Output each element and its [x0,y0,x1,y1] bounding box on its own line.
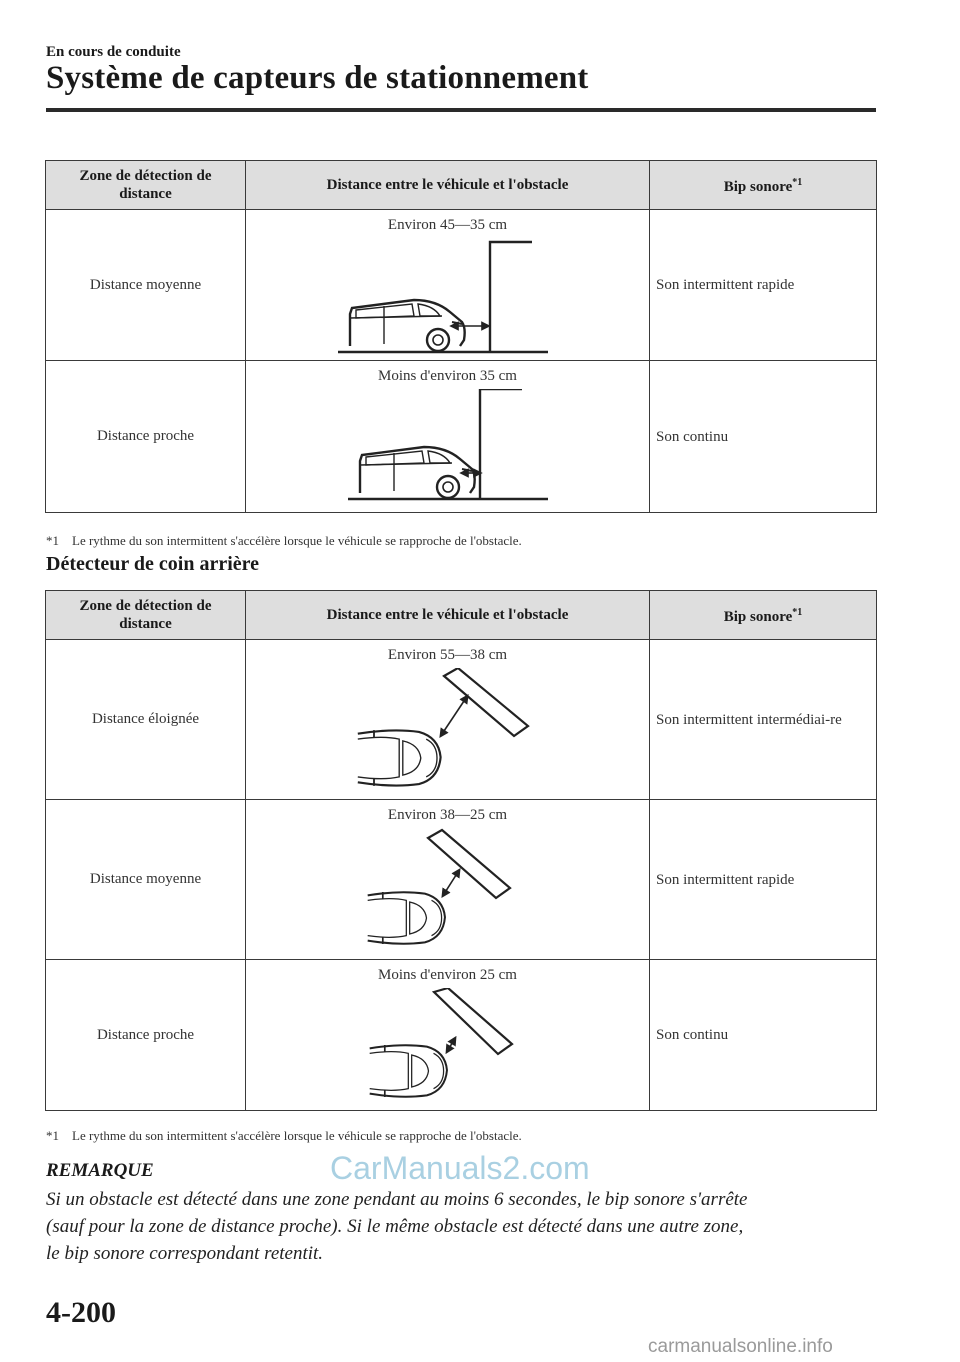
remark-text [46,1186,886,1267]
remark-line: (sauf pour la zone de distance proche). Si le même obstacle est détecté dans une autre zone, [46,1216,744,1237]
footnote-number: *1 [46,1128,59,1143]
footnote-marker: *1 [792,607,803,618]
page-number: 4-200 [46,1296,116,1329]
page-title: Système de capteurs de stationnement [46,60,589,96]
watermark: CarManuals2.com [330,1150,590,1186]
footnote-text: Le rythme du son intermittent s'accélère lorsque le véhicule se rapproche de l'obstacle. [72,533,522,548]
zone-cell: Distance proche [46,361,246,513]
remark-line: Si un obstacle est détecté dans une zone pendant au moins 6 secondes, le bip sonore s'arrête [46,1189,748,1210]
distance-label: Moins d'environ 25 cm [378,967,517,983]
header-beep-label: Bip sonore [723,179,793,195]
beep-cell: Son continu [650,361,877,513]
table-row [46,960,877,1111]
footnote-number: *1 [46,533,59,548]
distance-label: Environ 55—38 cm [387,647,508,663]
car-rear-side-diagram [328,389,568,509]
zone-cell: Distance éloignée [46,640,246,800]
rear-corner-sensor-table [45,590,877,1111]
corner-sensor-heading: Détecteur de coin arrière [46,553,260,575]
header-beep-label: Bip sonore [723,609,793,625]
title-rule [46,108,876,112]
header-distance: Distance entre le véhicule et l'obstacle [246,161,650,210]
header-beep [650,591,877,640]
footnote-text: Le rythme du son intermittent s'accélère lorsque le véhicule se rapproche de l'obstacle. [72,1128,522,1143]
zone-cell: Distance proche [46,960,246,1111]
table-row [46,210,877,361]
distance-cell [246,960,650,1111]
footnote-marker: *1 [792,177,803,188]
footnote [46,1128,522,1144]
zone-cell: Distance moyenne [46,210,246,361]
table-row [46,640,877,800]
distance-cell [246,640,650,800]
header-zone: Zone de détection de distance [46,591,246,640]
header-beep [650,161,877,210]
beep-cell: Son continu [650,960,877,1111]
distance-cell [246,800,650,960]
bottom-watermark: carmanualsonline.info [648,1336,833,1357]
zone-cell: Distance moyenne [46,800,246,960]
car-corner-top-diagram [348,828,548,956]
distance-cell [246,361,650,513]
distance-cell [246,210,650,361]
distance-label: Environ 38—25 cm [387,807,508,823]
table-row [46,361,877,513]
car-corner-top-diagram [348,988,548,1108]
remark-title: REMARQUE [46,1160,154,1181]
beep-cell: Son intermittent intermédiai-re [650,640,877,800]
header-distance: Distance entre le véhicule et l'obstacle [246,591,650,640]
header-zone: Zone de détection de distance [46,161,246,210]
footnote [46,533,522,549]
car-rear-side-diagram [328,238,568,358]
beep-cell: Son intermittent rapide [650,210,877,361]
remark-line: le bip sonore correspondant retentit. [46,1243,324,1264]
beep-cell: Son intermittent rapide [650,800,877,960]
car-corner-top-diagram [348,668,548,796]
section-label: En cours de conduite [46,44,181,60]
distance-label: Environ 45—35 cm [387,217,508,233]
parking-sensor-table [45,160,877,513]
distance-label: Moins d'environ 35 cm [378,368,517,384]
table-row [46,800,877,960]
